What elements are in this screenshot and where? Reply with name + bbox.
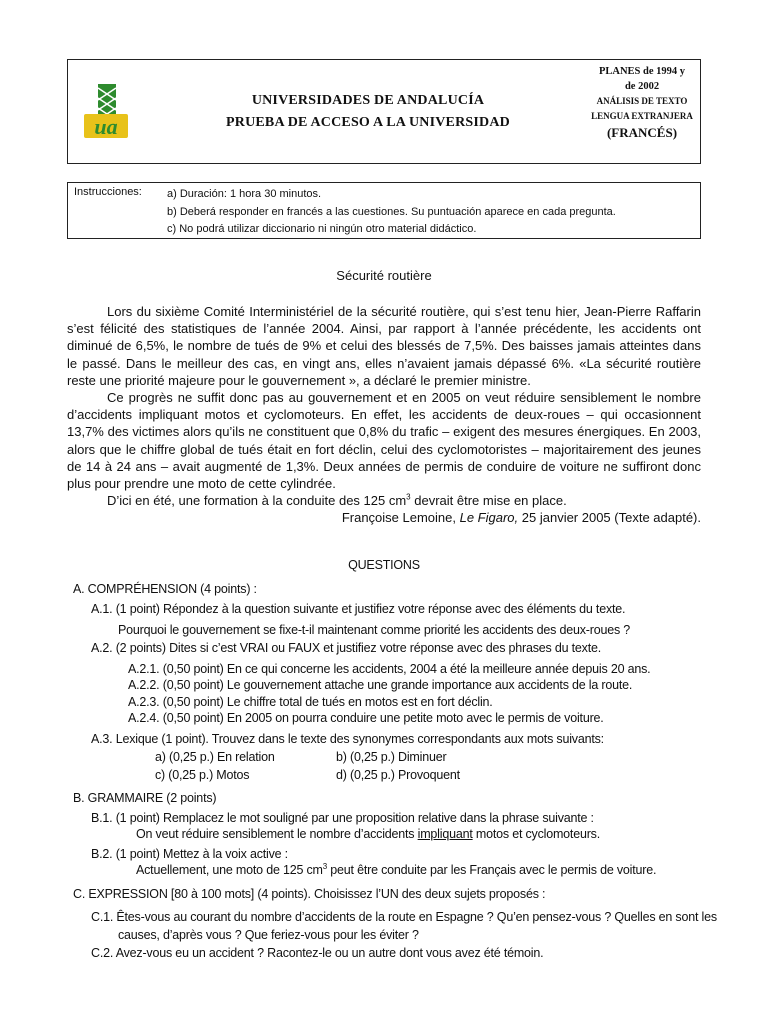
subject-label: (FRANCÉS) — [606, 125, 678, 140]
question-a2-4: A.2.4. (0,50 point) En 2005 on pourra conduire une petite moto avec le permis de voiture. — [128, 711, 604, 725]
instruction-line: c) No podrá utilizar diccionario ni ningún otro material didáctico. — [167, 223, 477, 235]
underlined-word: impliquant — [417, 827, 473, 841]
paragraph-3: D’ici en été, une formation à la conduite des 125 $cm^3$ devrait être mise en place. — [107, 492, 567, 509]
question-a3-b: b) (0,25 p.) Diminuer — [336, 750, 447, 764]
question-b2-sentence: Actuellement, une moto de 125 $cm^3$ peut être conduite par les Français avec le permis de voiture. — [136, 861, 657, 877]
question-a3-d: d) (0,25 p.) Provoquent — [336, 768, 460, 782]
header-info — [583, 64, 701, 141]
question-a1-prompt: Pourquoi le gouvernement se fixe-t-il maintenant comme priorité les accidents des deux-roues ? — [118, 623, 631, 637]
text-title: Sécurité routière — [336, 268, 432, 283]
instructions-box — [67, 182, 701, 239]
question-a2-2: A.2.2. (0,50 point) Le gouvernement attache une grande importance aux accidents de la route. — [128, 678, 633, 692]
plans-line-1: PLANES de 1994 y — [598, 66, 686, 77]
instruction-line: a) Duración: 1 hora 30 minutos. — [167, 188, 322, 200]
question-a1: A.1. (1 point) Répondez à la question suivante et justifiez votre réponse avec des éléments du texte. — [91, 602, 626, 616]
paragraph-2: Ce progrès ne suffit donc pas au gouvernement et en 2005 on veut réduire sensiblement le nombre d’accidents impliquant motos et cyclomoteurs. En effet, les accidents de deux-roues – qui occasionnent 13,7% des victimes alors qu’ils ne constituent que 0,8% du trafic – exigent des mesures énergiques. En 2003, alors que le chiffre global de tués était en fort déclin, celui des cyclomotoristes – majoritairement des jeunes de 14 à 24 ans – avait augmenté de 1,3%. Deux années de permis de conduire de voiture ne suffiront donc plus pour prendre une moto de cette cylindrée. — [67, 390, 701, 492]
instruction-line: b) Deberá responder en francés a las cuestiones. Su puntuación aparece en cada pregunta. — [167, 205, 616, 218]
university-logo — [82, 84, 130, 140]
exam-name: PRUEBA DE ACCESO A LA UNIVERSIDAD — [226, 115, 510, 130]
header-box — [67, 59, 701, 164]
section-a-heading: A. COMPRÉHENSION (4 points) : — [73, 582, 257, 596]
article-text — [67, 303, 701, 527]
header-title — [188, 90, 548, 134]
university-name: UNIVERSIDADES DE ANDALUCÍA — [251, 93, 485, 108]
plans-line-2: de 2002 — [624, 81, 660, 92]
question-a3-c: c) (0,25 p.) Motos — [155, 768, 250, 782]
question-a3-a: a) (0,25 p.) En relation — [155, 750, 275, 764]
instructions-list — [167, 186, 616, 239]
question-c2: C.2. Avez-vous eu un accident ? Racontez-le ou un autre dont vous avez été témoin. — [91, 946, 544, 960]
paragraph-1: Lors du sixième Comité Interministériel de la sécurité routière, qui s’est tenu hier, Jean-Pierre Raffarin s’est félicité des statistiques de l’année 2004. Ainsi, par rapport à l’année précédente, les accidents ont diminué de 6,5%, le nombre de tués de 9% et celui des blessés de 7,5%. Des baisses jamais atteintes dans le passé. Dans le meilleur des cas, en vingt ans, elles n’avaient jamais dépassé 6%. «La sécurité routière reste une priorité majeure pour le gouvernement », a déclaré le premier ministre. — [67, 304, 701, 388]
logo-text: ua — [94, 114, 118, 139]
section-b-heading: B. GRAMMAIRE (2 points) — [73, 791, 217, 805]
question-a3: A.3. Lexique (1 point). Trouvez dans le texte des synonymes correspondants aux mots suivants: — [91, 732, 604, 746]
question-b1: B.1. (1 point) Remplacez le mot souligné par une proposition relative dans la phrase suivante : — [91, 811, 594, 825]
question-a2-1: A.2.1. (0,50 point) En ce qui concerne les accidents, 2004 a été la meilleure année depuis 20 ans. — [128, 662, 651, 676]
analysis-label: ANÁLISIS DE TEXTO — [596, 96, 688, 106]
instructions-label: Instrucciones: — [74, 186, 142, 198]
question-b2: B.2. (1 point) Mettez à la voix active : — [91, 847, 288, 861]
article-source: Françoise Lemoine, Le Figaro, 25 janvier 2005 (Texte adapté). — [341, 510, 701, 526]
question-a2-3: A.2.3. (0,50 point) Le chiffre total de tués en motos est en fort déclin. — [128, 695, 493, 709]
language-label: LENGUA EXTRANJERA — [591, 111, 693, 121]
section-c-heading: C. EXPRESSION [80 à 100 mots] (4 points). Choisissez l’UN des deux sujets proposés : — [73, 887, 546, 901]
question-c1-line-1: C.1. Êtes-vous au courant du nombre d’accidents de la route en Espagne ? Qu’en pensez-vous ? Quelles en sont les — [91, 910, 717, 924]
question-b1-sentence: On veut réduire sensiblement le nombre d’accidents impliquant motos et cyclomoteurs. — [136, 827, 600, 841]
questions-heading: QUESTIONS — [348, 558, 420, 572]
question-c1-line-2: causes, d’après vous ? Que feriez-vous pour les éviter ? — [118, 928, 419, 942]
question-a2: A.2. (2 points) Dites si c’est VRAI ou FAUX et justifiez votre réponse avec des phrases du texte. — [91, 641, 602, 655]
